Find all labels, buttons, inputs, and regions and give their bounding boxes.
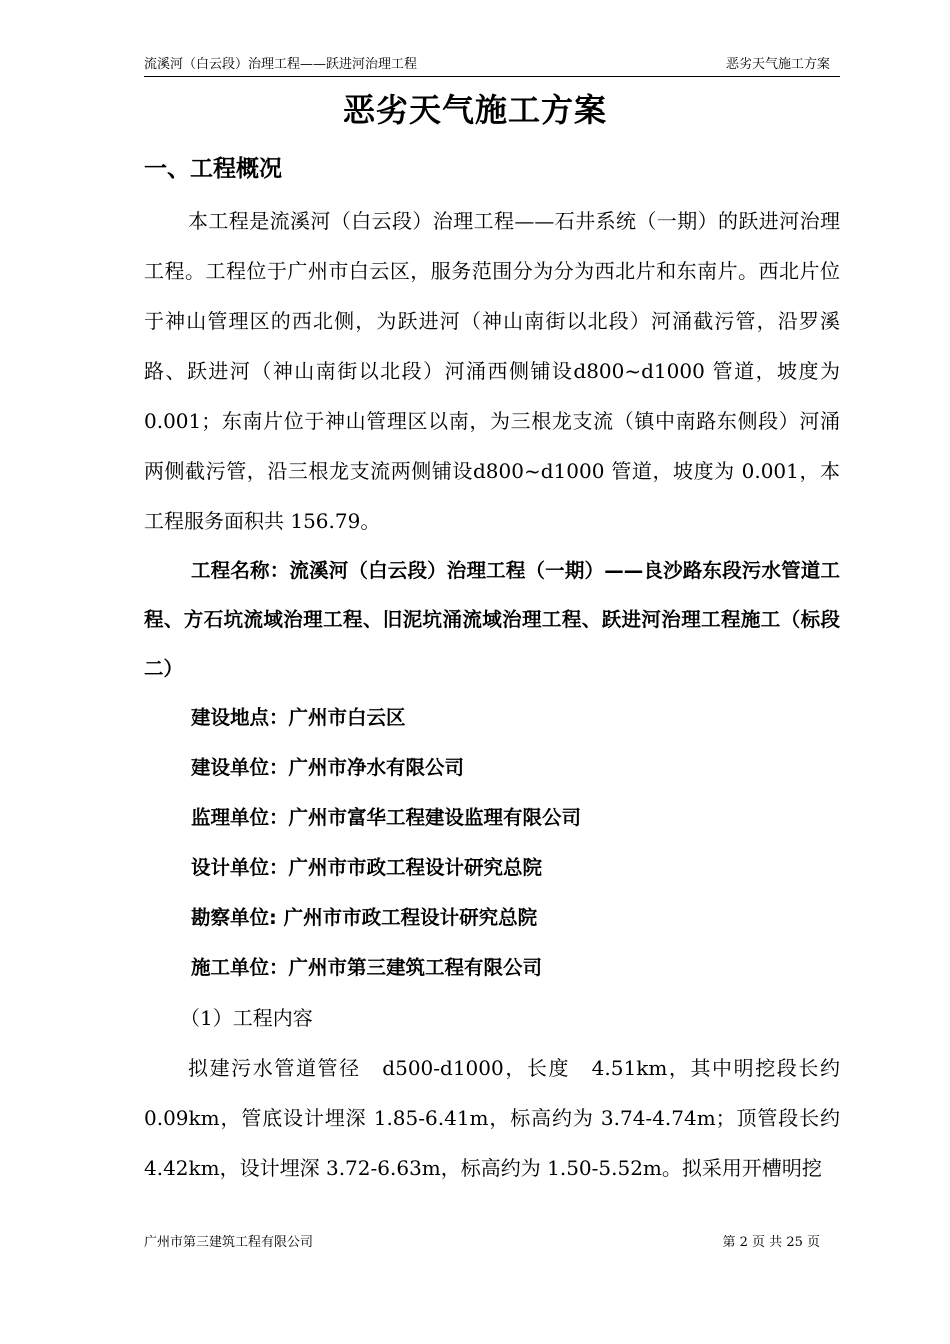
field-supervisor: 监理单位：广州市富华工程建设监理有限公司 (191, 806, 582, 829)
field-contractor: 施工单位：广州市第三建筑工程有限公司 (191, 956, 543, 979)
document-body (144, 196, 840, 1193)
footer-page-number: 第 2 页 共 25 页 (722, 1235, 820, 1250)
footer-company: 广州市第三建筑工程有限公司 (144, 1235, 314, 1250)
project-name-paragraph: 工程名称：流溪河（白云段）治理工程（一期）——良沙路东段污水管道工程、方石坑流域治理工程、旧泥坑涌流域治理工程、跃进河治理工程施工（标段二） (144, 559, 840, 680)
section-heading: 一、工程概况 (144, 156, 282, 182)
document-title: 恶劣天气施工方案 (342, 91, 607, 129)
header-doc-title: 恶劣天气施工方案 (725, 57, 830, 72)
field-designer: 设计单位：广州市市政工程设计研究总院 (191, 856, 543, 879)
field-surveyor: 勘察单位: 广州市市政工程设计研究总院 (191, 906, 538, 929)
page-header (144, 56, 840, 77)
header-project-title: 流溪河（白云段）治理工程——跃进河治理工程 (144, 57, 418, 72)
content-paragraph: 拟建污水管道管径 d500-d1000，长度 4.51km，其中明挖段长约0.09km，管底设计埋深 1.85-6.41m，标高约为 3.74-4.74m；顶管段长约4.42km，设计埋深 3.72-6.63m，标高约为 1.50-5.52m。拟采用开槽明挖 (144, 1056, 840, 1180)
subsection-heading: （1）工程内容 (180, 1006, 313, 1030)
field-location: 建设地点：广州市白云区 (191, 706, 406, 729)
field-owner: 建设单位：广州市净水有限公司 (191, 756, 465, 779)
intro-paragraph: 本工程是流溪河（白云段）治理工程——石井系统（一期）的跃进河治理工程。工程位于广州市白云区，服务范围分为分为西北片和东南片。西北片位于神山管理区的西北侧，为跃进河（神山南街以北段）河涌截污管，沿罗溪路、跃进河（神山南街以北段）河涌西侧铺设d800~d1000 管道，坡度为 0.001；东南片位于神山管理区以南，为三根龙支流（镇中南路东侧段）河涌两侧截污管，沿三根龙支流两侧铺设d800~d1000 管道，坡度为 0.001，本工程服务面积共 156.79。 (144, 209, 840, 533)
